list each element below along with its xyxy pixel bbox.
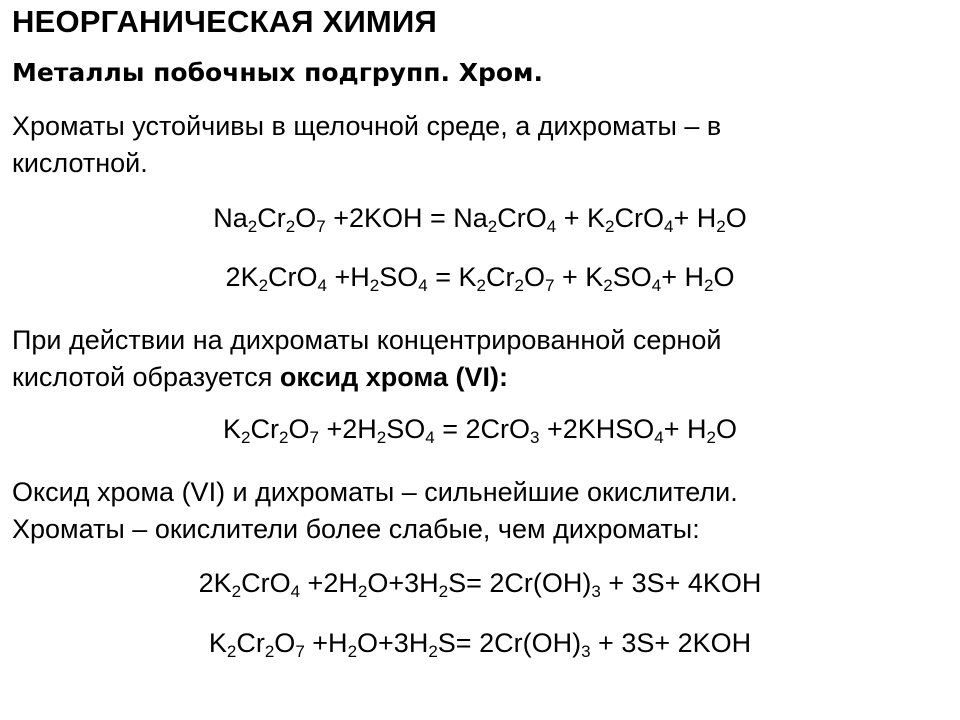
equation-term: O [274, 628, 296, 658]
equation-subscript: 2 [278, 428, 289, 447]
equation-term: SO [386, 414, 426, 444]
equation-term: O [715, 414, 737, 444]
equation-3 [0, 414, 960, 445]
paragraph-line: Оксид хрома (VI) и дихроматы – сильнейшие окислители. [12, 477, 738, 507]
equation-subscript: 2 [376, 428, 387, 447]
equation-subscript: 4 [663, 217, 674, 236]
equation-term: K [223, 414, 242, 444]
equation-term: S= 2Cr(OH) [448, 568, 592, 598]
equation-subscript: 3 [581, 642, 591, 661]
equation-subscript: 4 [546, 217, 557, 236]
equation-subscript: 2 [264, 642, 275, 661]
equation-term: Cr [236, 628, 265, 658]
equation-subscript: 4 [290, 582, 301, 601]
equation-term: S= 2Cr(OH) [437, 628, 582, 658]
equation-subscript: 2 [231, 582, 242, 601]
paragraph-line [12, 322, 912, 359]
equation-term: Cr [250, 414, 279, 444]
paragraph-sulfuric-acid-action [12, 322, 912, 396]
equation-subscript: 4 [418, 276, 428, 295]
equation-subscript: 2 [226, 642, 237, 661]
equation-term: CrO [268, 262, 318, 292]
equation-subscript: 4 [317, 276, 328, 295]
equation-subscript: 2 [716, 217, 726, 236]
paragraph-line: кислотной. [12, 148, 148, 178]
paragraph-text: кислотой образуется [12, 362, 280, 392]
paragraph-line: Хроматы устойчивы в щелочной среде, а дихроматы – в [12, 111, 722, 141]
equation-subscript: 2 [369, 276, 380, 295]
slide-title: НЕОРГАНИЧЕСКАЯ ХИМИЯ [12, 4, 437, 39]
equation-subscript: 7 [544, 276, 555, 295]
equation-subscript: 4 [654, 428, 664, 447]
equation-subscript: 7 [295, 642, 305, 661]
paragraph-text: При действии на дихроматы концентрированной серной [12, 325, 722, 355]
equation-subscript: 2 [428, 642, 438, 661]
equation-term: + 3S+ 4KOH [600, 568, 762, 598]
equation-subscript: 2 [476, 276, 486, 295]
equation-subscript: 4 [425, 428, 435, 447]
equation-term: + H [661, 262, 704, 292]
equation-subscript: 7 [309, 428, 319, 447]
equation-5 [0, 628, 960, 659]
equation-term: O+3H [367, 568, 439, 598]
equation-term: O+3H [357, 628, 429, 658]
equation-subscript: 2 [603, 276, 613, 295]
equation-term: O [713, 262, 735, 292]
equation-term: CrO [497, 203, 547, 233]
slide-subtitle: Металлы побочных подгрупп. Хром. [12, 58, 543, 87]
equation-term: +H [304, 628, 348, 658]
equation-term: + H [663, 414, 707, 444]
equation-term: O [295, 203, 317, 233]
equation-term: O [288, 414, 310, 444]
equation-term: O [523, 262, 545, 292]
equation-term: +2KOH = Na [325, 203, 488, 233]
paragraph-oxidizers [12, 474, 912, 548]
equation-subscript: 3 [591, 582, 601, 601]
equation-term: + H [673, 203, 717, 233]
equation-1 [0, 203, 960, 234]
equation-4 [0, 568, 960, 599]
equation-term: K [208, 628, 227, 658]
equation-term: Cr [486, 262, 515, 292]
equation-subscript: 2 [706, 428, 716, 447]
equation-term: O [725, 203, 747, 233]
equation-subscript: 2 [438, 582, 449, 601]
equation-term: +2H [318, 414, 377, 444]
equation-subscript: 2 [247, 217, 258, 236]
equation-subscript: 3 [529, 428, 540, 447]
equation-term: +2H [300, 568, 358, 598]
equation-subscript: 2 [347, 642, 358, 661]
equation-term: = K [427, 262, 477, 292]
equation-term: + K [554, 262, 604, 292]
equation-subscript: 2 [487, 217, 498, 236]
equation-term: CrO [241, 568, 291, 598]
equation-term: Na [213, 203, 248, 233]
equation-subscript: 4 [651, 276, 662, 295]
equation-term: +2KHSO [539, 414, 655, 444]
equation-subscript: 2 [241, 428, 251, 447]
paragraph-chromates-stability [12, 108, 912, 182]
equation-term: 2K [225, 262, 259, 292]
equation-2 [0, 262, 960, 293]
equation-term: SO [612, 262, 652, 292]
equation-term: + 3S+ 2KOH [590, 628, 752, 658]
equation-term: + K [556, 203, 606, 233]
equation-subscript: 2 [258, 276, 269, 295]
highlighted-term: оксид хрома (VI): [279, 362, 508, 392]
paragraph-line [12, 359, 912, 396]
equation-term: = 2CrO [434, 414, 530, 444]
paragraph-line: Хроматы – окислители более слабые, чем дихроматы: [12, 514, 700, 544]
equation-term: CrO [614, 203, 664, 233]
equation-subscript: 2 [357, 582, 368, 601]
equation-subscript: 2 [605, 217, 615, 236]
equation-term: 2K [198, 568, 232, 598]
equation-term: Cr [257, 203, 286, 233]
equation-subscript: 2 [703, 276, 714, 295]
equation-subscript: 2 [285, 217, 296, 236]
equation-term: +H [327, 262, 370, 292]
equation-term: SO [379, 262, 419, 292]
equation-subscript: 2 [514, 276, 524, 295]
equation-subscript: 7 [316, 217, 326, 236]
